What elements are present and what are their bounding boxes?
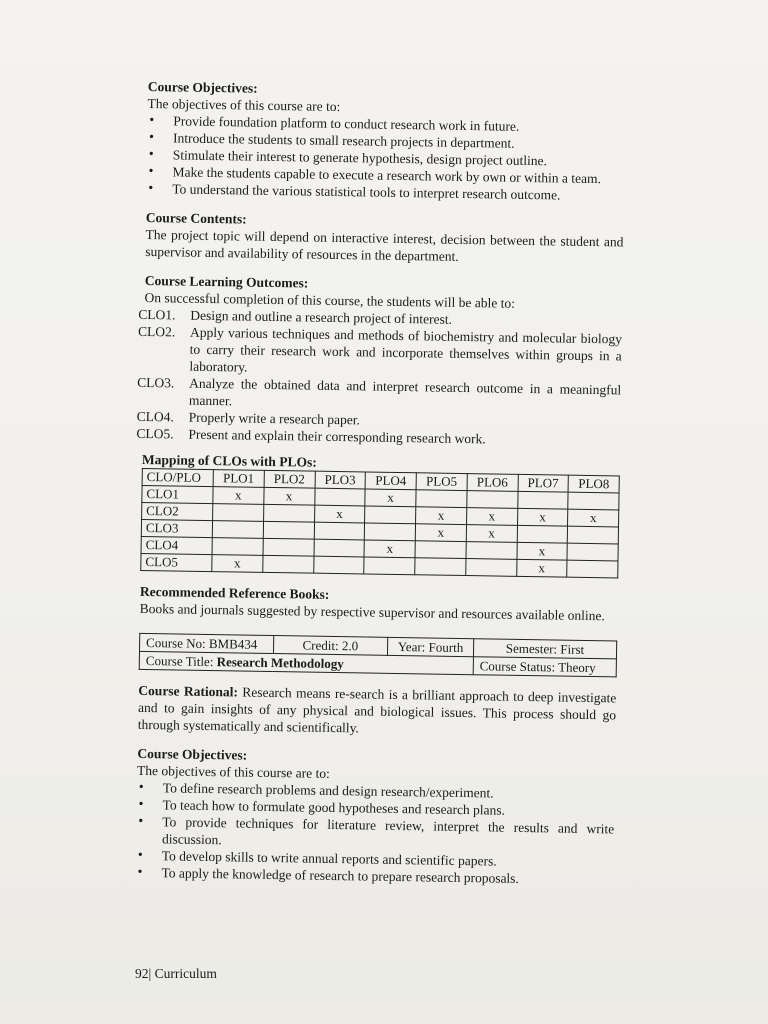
column-header: PLO7 (518, 474, 569, 492)
clo-item (137, 323, 623, 382)
course-credit: Credit: 2.0 (273, 636, 388, 656)
course-title-value: Research Methodology (216, 654, 344, 672)
table-cell: x (466, 525, 517, 543)
table-cell: x (365, 489, 416, 507)
objectives-heading-2: Course Objectives: (137, 745, 248, 763)
table-cell: x (516, 559, 567, 577)
clo-text: Design and outline a research project of interest. (190, 307, 453, 327)
table-cell (567, 560, 618, 578)
list-item: • To provide techniques for literature review, interpret the results and write discussion. (162, 813, 614, 854)
list-item: • To understand the various statistical tools to interpret research outcome. (172, 180, 624, 204)
list-item: • Provide foundation platform to conduct research work in future. (173, 112, 625, 136)
clo-code: CLO4. (136, 408, 174, 425)
column-header: PLO2 (264, 470, 315, 488)
course-semester: Semester: First (473, 639, 616, 659)
course-year: Year: Fourth (387, 637, 473, 656)
table-cell: CLO5 (141, 553, 212, 571)
table-cell: x (364, 540, 415, 558)
clo-intro: On successful completion of this course, the students will be able to: (144, 289, 516, 311)
table-cell (517, 491, 568, 509)
objectives-list (146, 112, 625, 204)
mapping-heading: Mapping of CLOs with PLOs: (141, 451, 317, 470)
table-cell (364, 557, 415, 575)
clo-text: Properly write a research paper. (188, 409, 361, 428)
table-cell (365, 523, 416, 541)
books-text: Books and journals suggested by respective supervisor and resources available online. (139, 600, 605, 624)
column-header: PLO8 (568, 475, 619, 493)
objectives-heading: Course Objectives: (147, 78, 258, 96)
clo-heading: Course Learning Outcomes: (144, 272, 309, 291)
column-header: PLO3 (315, 471, 366, 489)
table-cell: x (314, 505, 365, 523)
clo-code: CLO1. (138, 306, 176, 323)
table-cell: x (466, 508, 517, 526)
clo-text: Analyze the obtained data and interpret research outcome in a meaningful manner. (188, 375, 622, 409)
table-cell (313, 556, 364, 574)
table-cell (314, 539, 365, 557)
clo-text: Apply various techniques and methods of biochemistry and molecular biology to carry their research work and incorporate themselves within groups in a laboratory. (189, 324, 623, 375)
clo-code: CLO5. (136, 425, 174, 442)
clo-text: Present and explain their corresponding research work. (188, 426, 486, 447)
objectives-intro-2: The objectives of this course are to: (137, 762, 330, 781)
table-cell: CLO1 (142, 485, 213, 503)
table-cell: CLO3 (141, 519, 212, 537)
column-header: PLO1 (213, 470, 264, 488)
table-cell (517, 525, 568, 543)
mapping-table (140, 468, 620, 578)
column-header: PLO4 (365, 472, 416, 490)
clo-list (136, 306, 623, 449)
list-item: • To teach how to formulate good hypotheses and research plans. (162, 796, 614, 820)
table-cell (568, 492, 619, 510)
table-cell: x (516, 542, 567, 560)
table-cell: CLO4 (141, 536, 212, 554)
table-cell: x (264, 487, 315, 505)
table-cell: x (213, 487, 264, 505)
table-cell: x (517, 508, 568, 526)
rational-text: Research means re-search is a brilliant approach to deep investigate and to gain insights of any physical and biological issues. This process should go through systematically and scientifically. (137, 684, 617, 736)
table-cell (263, 521, 314, 539)
table-cell (262, 555, 313, 573)
table-cell (263, 504, 314, 522)
clo-code: CLO2. (137, 323, 176, 340)
course-status: Course Status: Theory (473, 657, 616, 677)
list-item: • To develop skills to write annual reports and scientific papers. (162, 847, 614, 871)
table-cell (212, 521, 263, 539)
table-cell (365, 506, 416, 524)
table-cell (263, 538, 314, 556)
list-item: • Stimulate their interest to generate hypothesis, design project outline. (173, 146, 625, 170)
contents-heading: Course Contents: (145, 209, 247, 227)
rational-label: Course Rational: (138, 682, 239, 700)
table-cell: CLO2 (142, 502, 213, 520)
table-cell: x (415, 524, 466, 542)
course-number: Course No: BMB434 (139, 633, 273, 653)
table-cell (466, 542, 517, 560)
table-cell (467, 491, 518, 509)
course-rational (138, 682, 617, 741)
table-cell: x (568, 509, 619, 527)
list-item: • Make the students capable to execute a research work by own or within a team. (172, 163, 624, 187)
table-cell (212, 538, 263, 556)
table-cell (567, 543, 618, 561)
clo-code: CLO3. (137, 374, 175, 391)
table-cell (314, 522, 365, 540)
table-cell: x (416, 507, 467, 525)
page-footer: 92| Curriculum (135, 966, 217, 981)
table-cell: x (212, 555, 263, 573)
column-header: PLO6 (467, 474, 518, 492)
objectives-intro: The objectives of this course are to: (147, 95, 341, 115)
table-cell (567, 526, 618, 544)
list-item: • To apply the knowledge of research to prepare research proposals. (161, 864, 613, 888)
column-header: PLO5 (416, 473, 467, 491)
table-cell (213, 504, 264, 522)
table-cell (465, 559, 516, 577)
table-cell (416, 490, 467, 508)
table-cell (415, 558, 466, 576)
table-cell (314, 488, 365, 506)
list-item: • To define research problems and design research/experiment. (163, 779, 615, 803)
list-item: • Introduce the students to small research projects in department. (173, 129, 625, 153)
table-cell (415, 541, 466, 559)
page-content (135, 78, 626, 888)
course-title-label: Course Title: (145, 653, 217, 670)
objectives-list-2 (135, 779, 615, 888)
contents-text: The project topic will depend on interactive interest, decision between the student and supervisor and availability of resources in the department. (145, 226, 624, 264)
books-heading: Recommended Reference Books: (139, 583, 330, 602)
column-header: CLO/PLO (142, 468, 213, 486)
